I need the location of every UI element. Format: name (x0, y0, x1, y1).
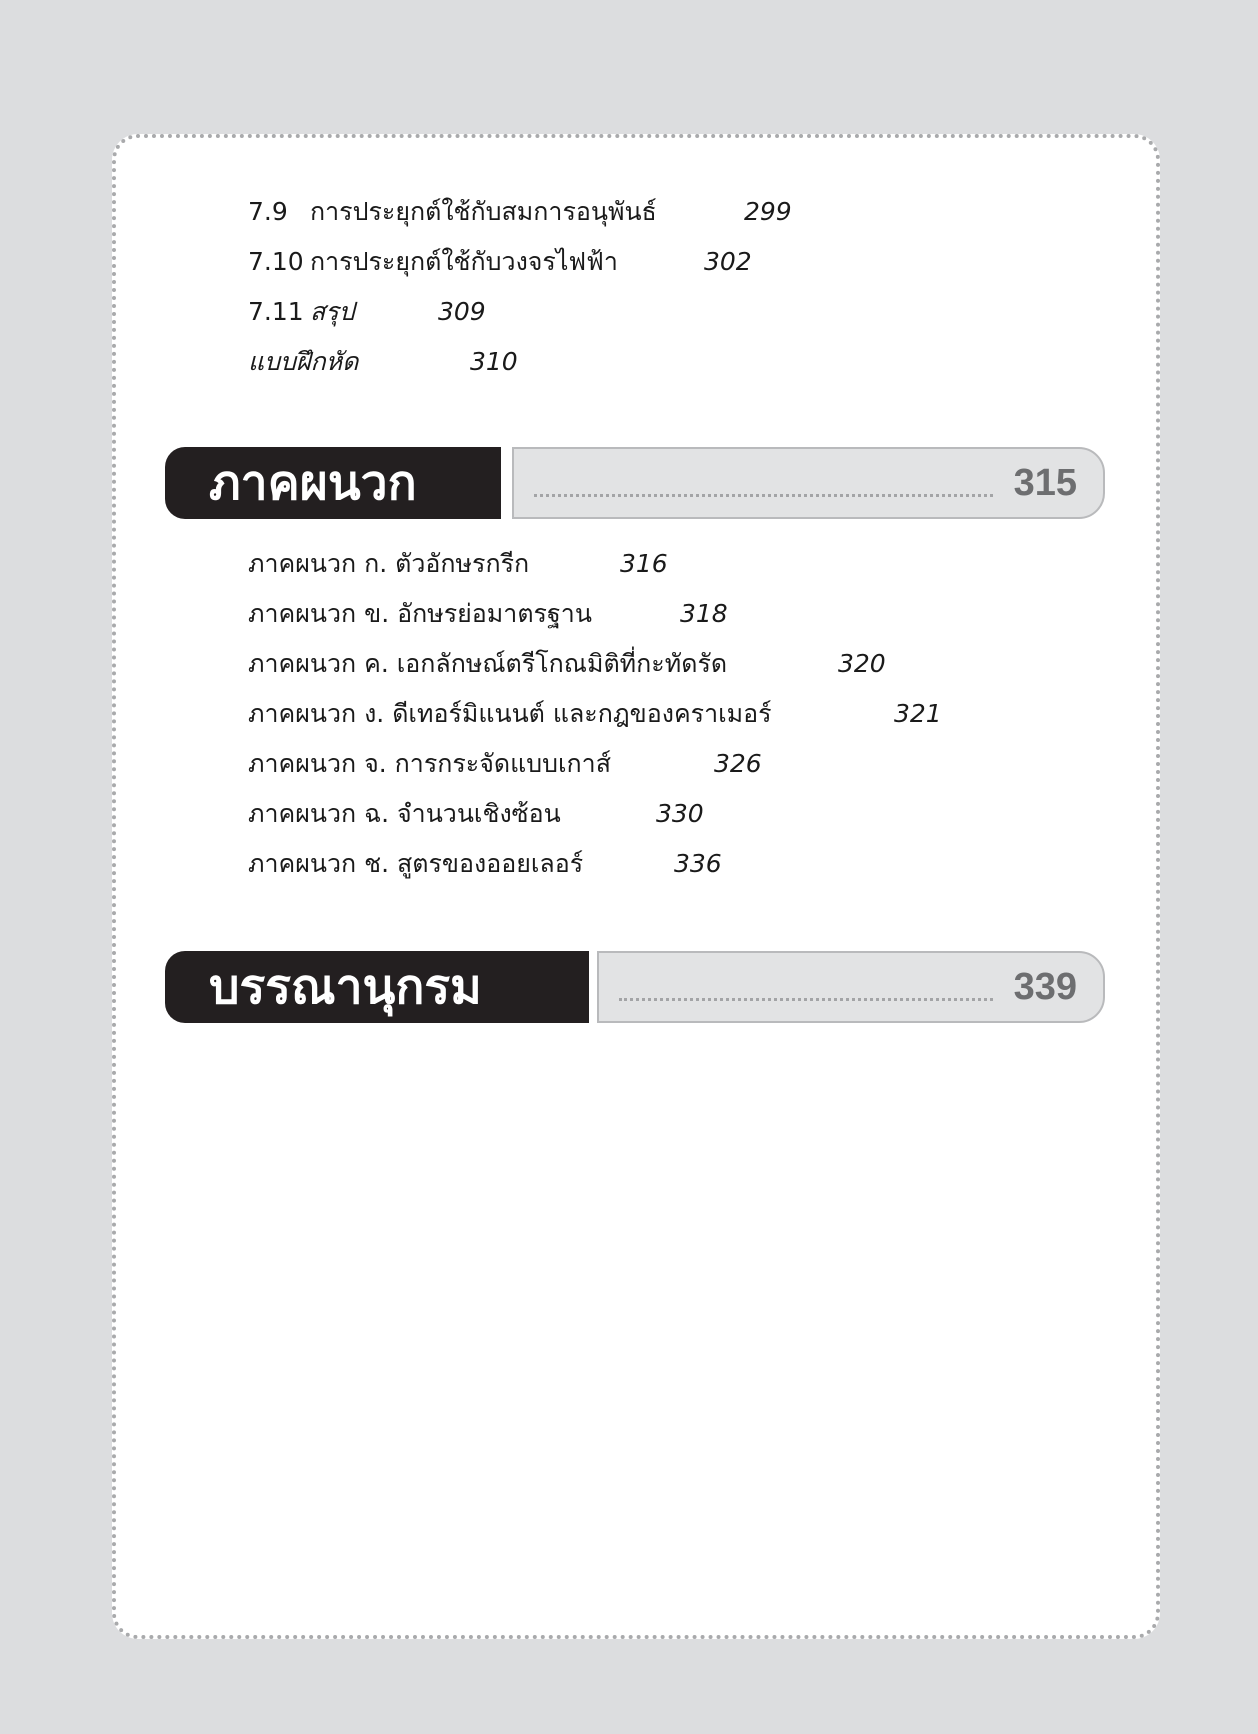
toc-entry[interactable] (248, 196, 792, 228)
appendix-entry[interactable] (248, 798, 704, 830)
appendix-entry[interactable] (248, 548, 668, 580)
appendix-entry-label: ภาคผนวก ง. ดีเทอร์มิแนนต์ และกฎของคราเมอร์ (248, 699, 772, 728)
appendix-entry-label: ภาคผนวก ข. อักษรย่อมาตรฐาน (248, 599, 592, 628)
appendix-entry-label: ภาคผนวก ค. เอกลักษณ์ตรีโกณมิติที่กะทัดรัด (248, 649, 728, 678)
appendix-entry-page: 321 (894, 699, 942, 728)
toc-entry-page: 310 (470, 347, 518, 376)
toc-entry[interactable] (248, 246, 752, 278)
appendix-entry-label: ภาคผนวก ฉ. จำนวนเชิงซ้อน (248, 799, 561, 828)
toc-entry-page: 299 (744, 197, 792, 226)
leader-dots (619, 998, 993, 1001)
toc-entry[interactable] (248, 296, 486, 328)
bibliography-section-title: บรรณานุกรม (165, 951, 589, 1023)
appendix-entry-label: ภาคผนวก จ. การกระจัดแบบเกาส์ (248, 749, 611, 778)
bibliography-section-page: 339 (1013, 966, 1077, 1008)
toc-entry-title: สรุป (310, 297, 355, 326)
appendix-entry-label: ภาคผนวก ช. สูตรของออยเลอร์ (248, 849, 584, 878)
toc-entry-number: 7.9 (248, 197, 288, 226)
appendix-entry[interactable] (248, 748, 762, 780)
toc-entry-page: 309 (438, 297, 486, 326)
appendix-entry[interactable] (248, 648, 886, 680)
toc-entry-title: แบบฝึกหัด (248, 347, 359, 376)
toc-entry-number: 7.10 (248, 247, 304, 276)
appendix-section-bar (512, 447, 1105, 519)
bibliography-section-bar (597, 951, 1105, 1023)
toc-entry-title: การประยุกต์ใช้กับวงจรไฟฟ้า (310, 247, 618, 276)
toc-entry-title: การประยุกต์ใช้กับสมการอนุพันธ์ (310, 197, 657, 226)
appendix-section-title: ภาคผนวก (165, 447, 501, 519)
toc-entry[interactable] (248, 346, 518, 378)
appendix-entry-page: 336 (674, 849, 722, 878)
appendix-entry-page: 320 (838, 649, 886, 678)
appendix-entry[interactable] (248, 598, 728, 630)
appendix-entry-page: 318 (680, 599, 728, 628)
toc-entry-page: 302 (704, 247, 752, 276)
appendix-section-page: 315 (1013, 462, 1077, 504)
appendix-entry[interactable] (248, 848, 722, 880)
appendix-entry-page: 326 (714, 749, 762, 778)
leader-dots (534, 494, 993, 497)
appendix-entry-page: 330 (656, 799, 704, 828)
appendix-section-header[interactable] (165, 447, 1105, 519)
toc-entry-number: 7.11 (248, 297, 304, 326)
appendix-entry[interactable] (248, 698, 942, 730)
bibliography-section-header[interactable] (165, 951, 1105, 1023)
appendix-entry-label: ภาคผนวก ก. ตัวอักษรกรีก (248, 549, 530, 578)
appendix-entry-page: 316 (620, 549, 668, 578)
